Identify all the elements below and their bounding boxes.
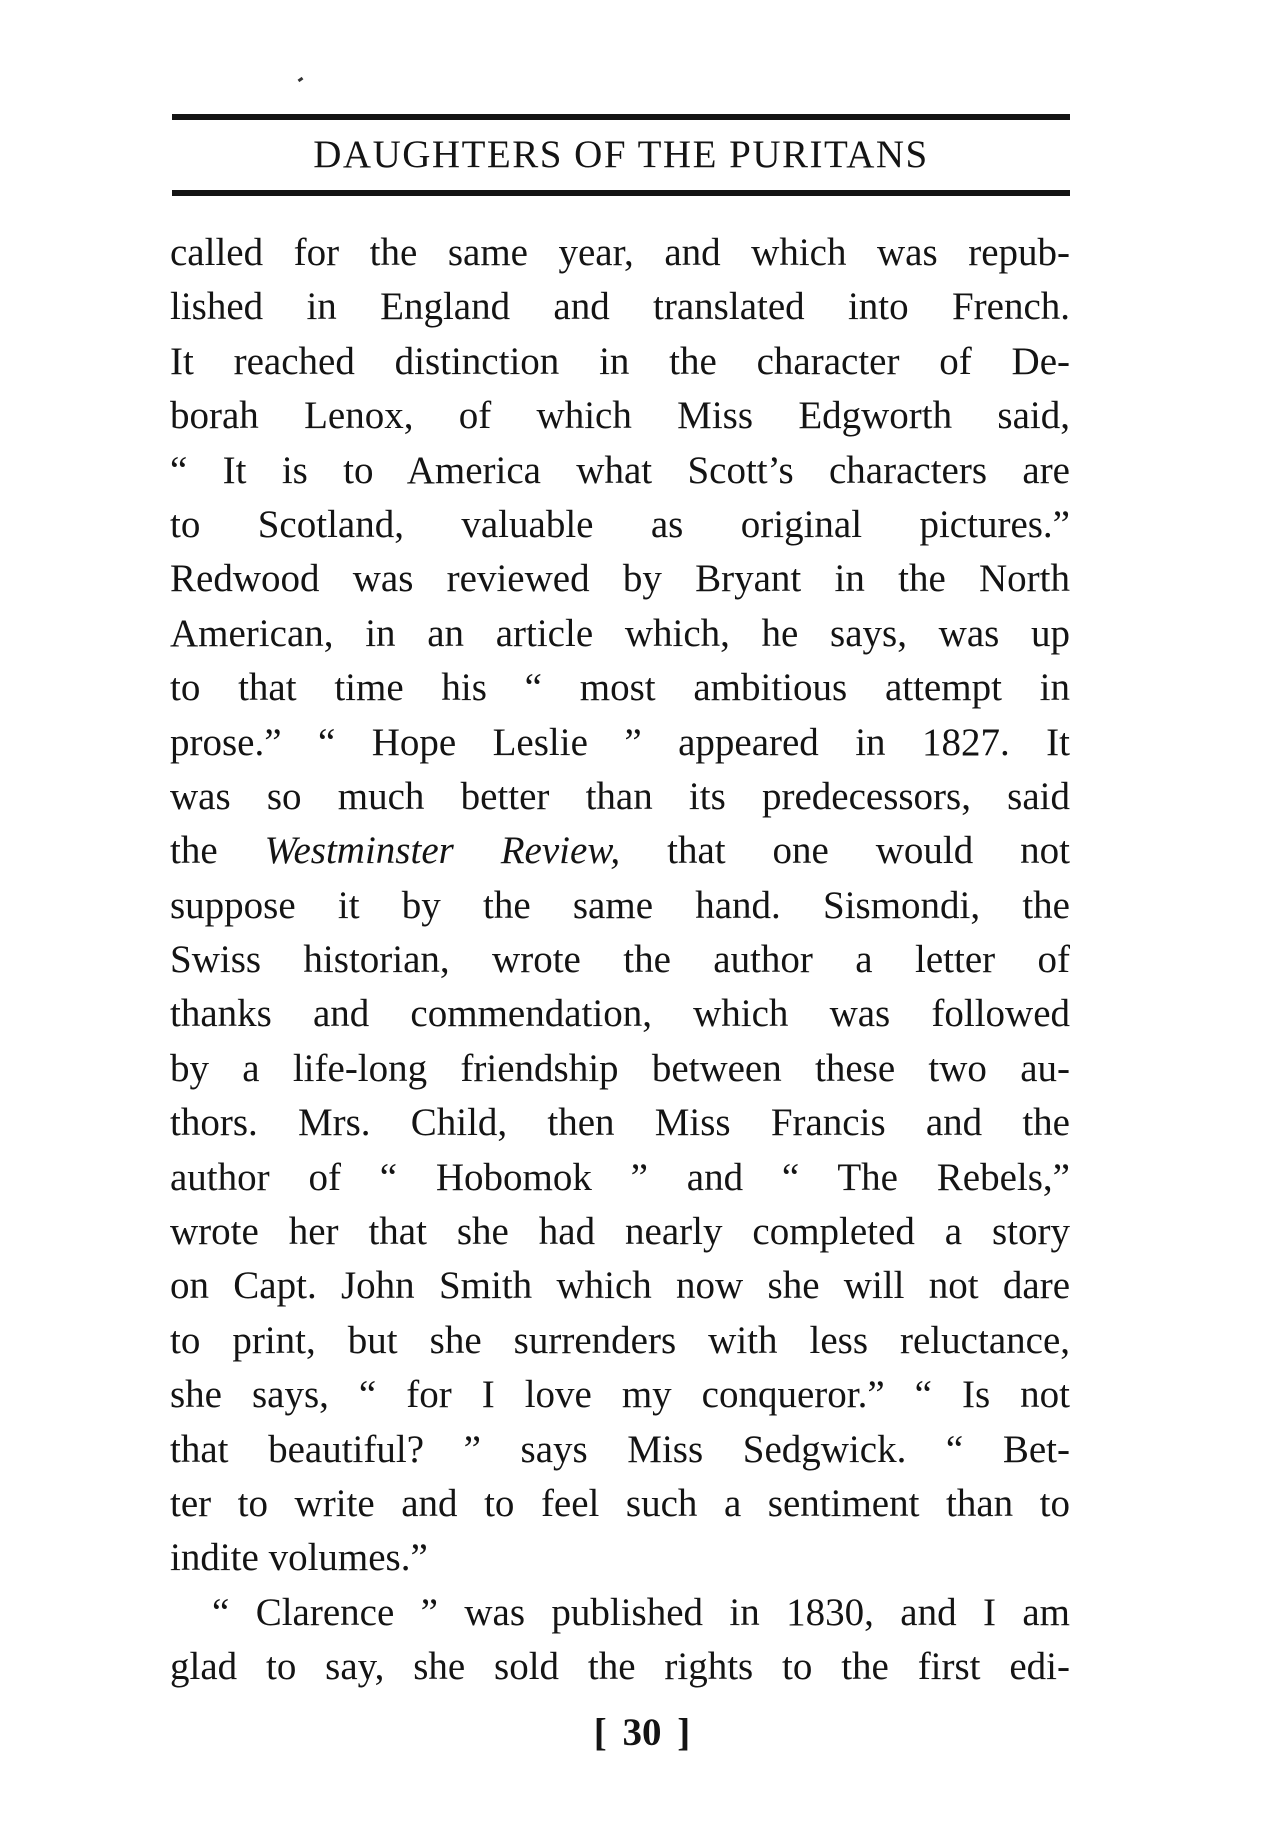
text-line: by a life-long friendship between these two au- (170, 1046, 1070, 1090)
text-line: author of “ Hobomok ” and “ The Rebels,” (170, 1155, 1070, 1199)
text-line: called for the same year, and which was repub- (170, 231, 1070, 274)
text-line: lished in England and translated into French. (170, 285, 1070, 329)
text-line: wrote her that she had nearly completed a story (170, 1210, 1070, 1254)
text-line: “ It is to America what Scott’s characters are (170, 448, 1070, 492)
text-line: on Capt. John Smith which now she will not dare (170, 1264, 1070, 1308)
text-line: American, in an article which, he says, was up (170, 611, 1070, 655)
text-line: suppose it by the same hand. Sismondi, the (170, 883, 1070, 927)
text-line: It reached distinction in the character of De- (170, 339, 1070, 383)
running-head: DAUGHTERS OF THE PURITANS (313, 133, 929, 176)
text-line: “ Clarence ” was published in 1830, and I am (212, 1590, 1070, 1634)
ink-speck (298, 77, 304, 82)
header-rule-bottom (172, 190, 1070, 196)
body-text (170, 226, 1070, 1695)
italic-title: Westminster Review, (264, 829, 621, 873)
text-line: Redwood was reviewed by Bryant in the North (170, 557, 1070, 601)
page-number: [ 30 ] (593, 1711, 691, 1754)
text-line: thanks and commendation, which was followed (170, 992, 1070, 1036)
text-line: to print, but she surrenders with less reluctance, (170, 1318, 1070, 1362)
text-line: ter to write and to feel such a sentiment than to (170, 1481, 1070, 1525)
text-line (170, 770, 1070, 824)
header-rule-top (172, 114, 1070, 120)
text-line: thors. Mrs. Child, then Miss Francis and the (170, 1101, 1070, 1145)
text-line (170, 824, 1070, 878)
text-line: to Scotland, valuable as original pictures.” (170, 502, 1070, 546)
text-line: indite volumes.” (170, 1536, 428, 1580)
text-span: was so much better than its predecessors, said (170, 774, 1070, 818)
text-line: to that time his “ most ambitious attempt in (170, 666, 1070, 710)
text-line: borah Lenox, of which Miss Edgworth said, (170, 394, 1070, 438)
text-span: that one would not (620, 829, 1070, 873)
text-line: she says, “ for I love my conqueror.” “ Is not (170, 1373, 1070, 1417)
text-span: the (170, 829, 265, 873)
text-line: glad to say, she sold the rights to the first edi- (170, 1645, 1070, 1689)
text-line: prose.” “ Hope Leslie ” appeared in 1827. It (170, 720, 1070, 764)
text-line: that beautiful? ” says Miss Sedgwick. “ Bet- (170, 1427, 1070, 1471)
text-line: Swiss historian, wrote the author a letter of (170, 938, 1070, 982)
